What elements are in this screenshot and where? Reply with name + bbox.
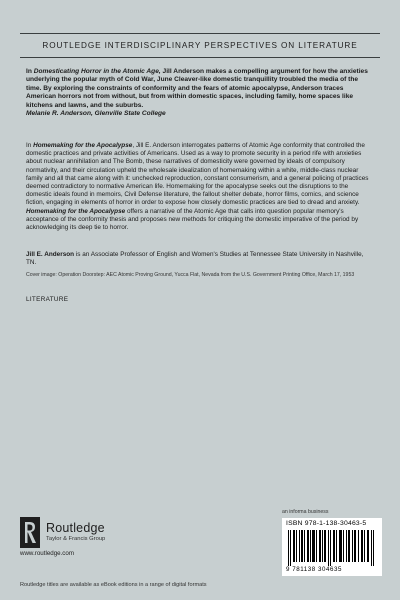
informa-note: an informa business bbox=[282, 509, 329, 515]
review-book-title: Domesticating Horror in the Atomic Age, bbox=[33, 68, 161, 75]
barcode-image bbox=[286, 530, 378, 566]
series-title: ROUTLEDGE INTERDISCIPLINARY PERSPECTIVES ON LITERATURE bbox=[42, 41, 358, 50]
author-bio-text: is an Associate Professor of English and Women's Studies at Tennessee State University in Nashville, TN. bbox=[26, 251, 364, 267]
publisher-url[interactable]: www.routledge.com bbox=[20, 550, 74, 557]
review-text bbox=[26, 68, 374, 110]
review-body: Jill Anderson makes a compelling argument for how the anxieties underlying the popular myth of Cold War, June Cleaver-like domestic tranquillity troubled the media of the time. By exploring the constraints of conformity and the fears of atomic apocalypse, Anderson traces American horrors not from without, but from within domestic spaces, including family, home spaces like kitchens and lawns, and the suburbs. bbox=[26, 68, 368, 109]
author-name: Jill E. Anderson bbox=[26, 251, 75, 258]
publisher-logo bbox=[20, 515, 140, 549]
subject-category: LITERATURE bbox=[26, 296, 69, 303]
description-body-1: , Jill E. Anderson interrogates patterns of Atomic Age conformity that controlled the domestic practices and private activities of Americans. Used as a way to promote security in a period rife with anxieties about nuclear annihilation and The Bomb, these narratives of domesticity were governed by ideals of compulsory normativity, and their circulation upheld the wholesale idealization of homemaking within a white, middle-class nuclear family and all that came along with it: unchecked reproduction, constant consumerism, and a general policing of practices deemed contradictory to normative American life. Homemaking for the apocalypse seeks out the disruptions to the domestic ideals found in memoirs, Civil Defense literature, the fallout shelter debate, horror films, comics, and science fiction, engaging in elements of horror in order to expose how closely domestic practices are tied to dread and anxiety. bbox=[26, 142, 369, 207]
cover-image-credit: Cover image: Operation Doorstep: AEC Atomic Proving Ground, Yucca Flat, Nevada from the U.S. Government Printing Office, March 17, 1953 bbox=[26, 272, 355, 278]
review-attribution: Melanie R. Anderson, Glenville State College bbox=[26, 110, 166, 118]
publisher-group: Taylor & Francis Group bbox=[46, 535, 106, 542]
review-blurb bbox=[26, 68, 374, 118]
routledge-logo-icon bbox=[20, 517, 40, 548]
description-in: In bbox=[26, 142, 34, 149]
description-book-title-2: Homemaking for the Apocalypse bbox=[26, 207, 126, 215]
ebook-note: Routledge titles are available as eBook editions in a range of digital formats bbox=[20, 582, 207, 588]
description-book-title: Homemaking for the Apocalypse bbox=[33, 142, 133, 149]
book-description bbox=[26, 142, 374, 232]
isbn-barcode-block bbox=[282, 518, 382, 576]
description-body-2: offers a narrative of the Atomic Age that calls into question popular memory's acceptance of the conformity thesis and proposes new methods for critiquing the domestic imperative of the period by acknowledging its deep tie to horror. bbox=[26, 207, 359, 232]
isbn-label: ISBN 978-1-138-30463-5 bbox=[286, 520, 367, 527]
publisher-name: Routledge bbox=[46, 520, 105, 535]
series-banner bbox=[20, 33, 380, 58]
barcode-digits: 9 781138 304635 bbox=[286, 566, 342, 573]
description-text bbox=[26, 142, 374, 232]
review-in: In bbox=[26, 68, 34, 75]
author-bio bbox=[26, 251, 374, 267]
